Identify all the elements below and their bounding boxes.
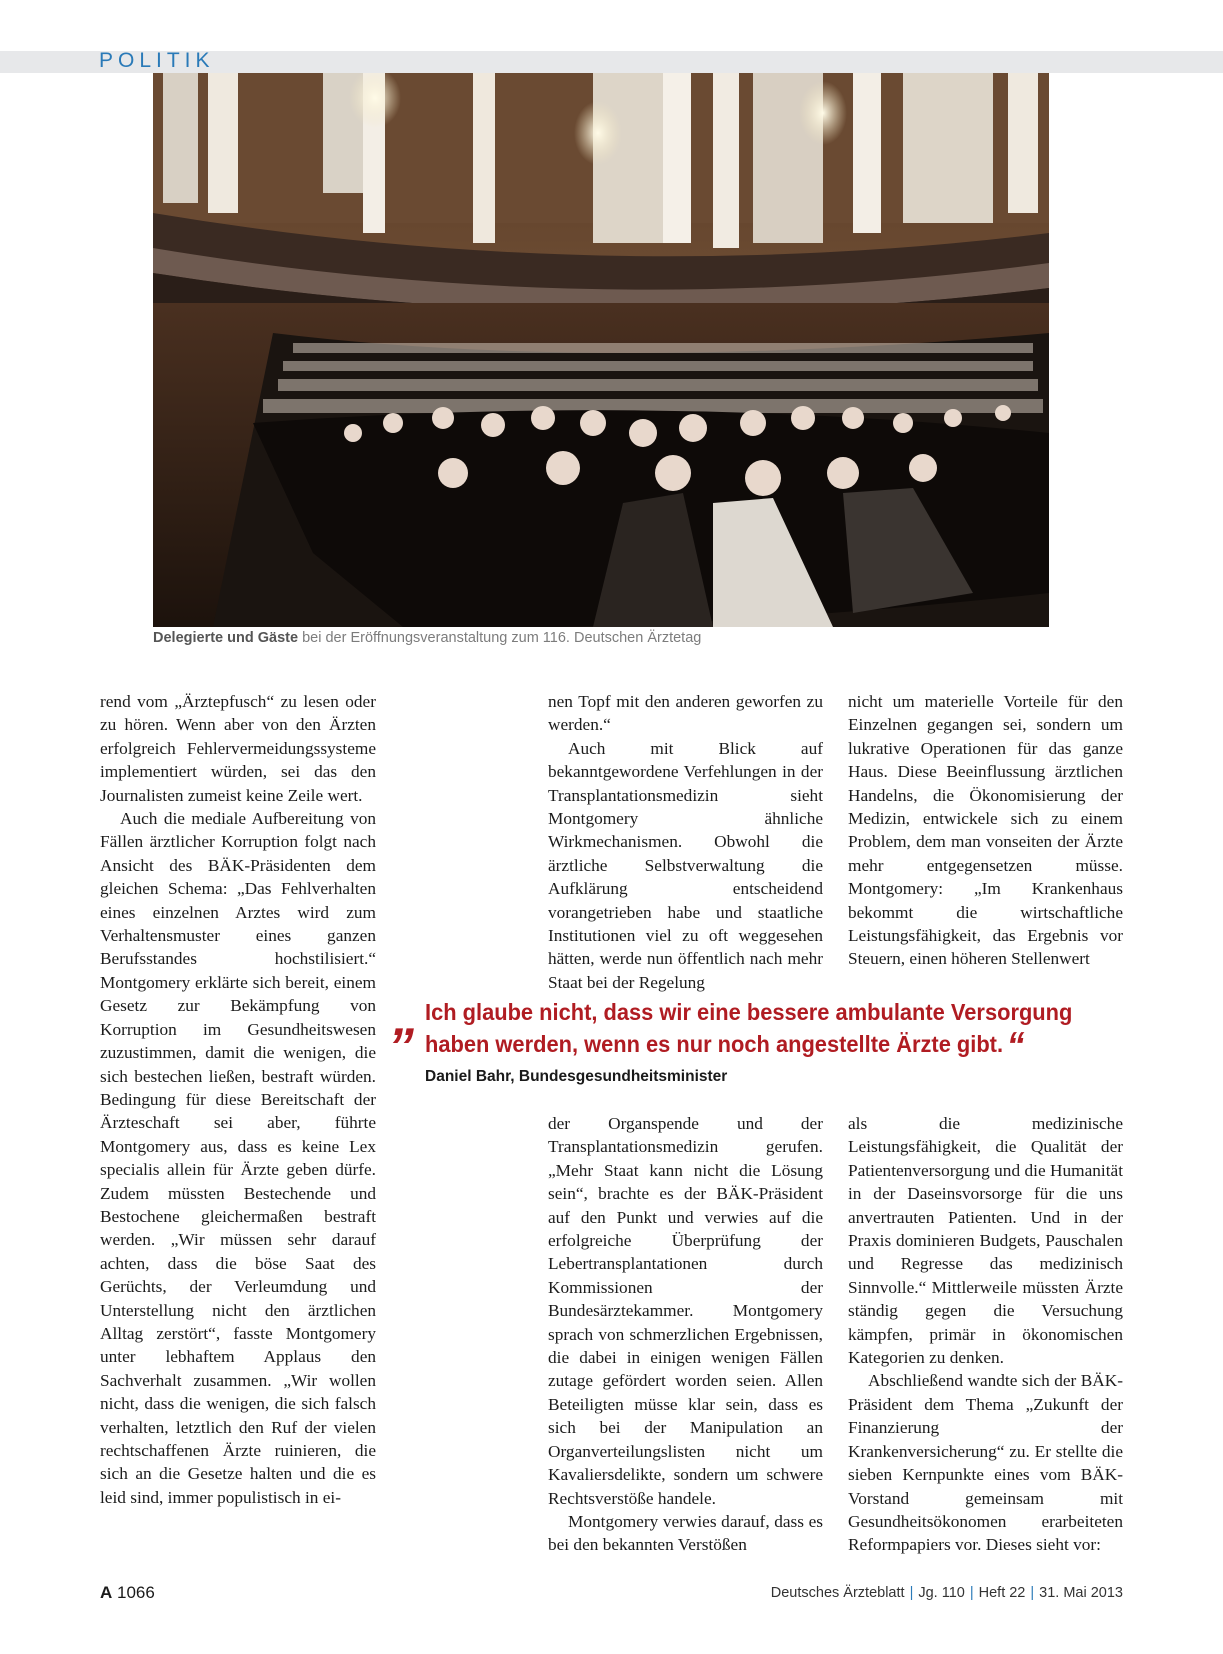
pull-quote [425, 996, 1095, 1067]
caption-text: bei der Eröffnungsveranstaltung zum 116. Deutschen Ärztetag [298, 630, 702, 646]
page-number-value: 1066 [117, 1583, 155, 1602]
journal-footer [771, 1585, 1123, 1601]
photo-caption [153, 630, 1049, 646]
body-column-1 [100, 690, 376, 1509]
page-prefix: A [100, 1583, 113, 1602]
paragraph: nicht um materielle Vorteile für den Einzelnen gegangen sei, sondern um lukrative Operationen für das ganze Haus. Diese Beeinflussung ärztlichen Handelns, die Ökonomisierung der Medizin, entwickele sich zu einem Problem, dem man vonseiten der Ärzte mehr entgegensetzen müsse. Montgomery: „Im Krankenhaus bekommt die wirtschaftliche Leistungsfähigkeit, das Ergebnis vor Steuern, einen höheren Stellenwert [848, 692, 1123, 969]
footer-separator: | [1030, 1585, 1035, 1601]
footer-separator: | [969, 1585, 974, 1601]
journal-name: Deutsches Ärzteblatt [770, 1585, 905, 1601]
journal-date: 31. Mai 2013 [1039, 1585, 1123, 1601]
footer-separator: | [909, 1585, 914, 1601]
conference-hall-photo [153, 73, 1049, 627]
caption-bold-lead: Delegierte und Gäste [153, 630, 299, 646]
pull-quote-close-mark: “ [1006, 1025, 1025, 1067]
paragraph: Auch mit Blick auf bekanntgewordene Verfehlungen in der Transplantationsmedizin sieht Montgomery ähnliche Wirkmechanismen. Obwohl die ärztliche Selbstverwaltung die Aufklärung entscheidend vorangetrieben habe und staatliche Institutionen viel zu oft weggesehen hätten, werde nun öffentlich nach mehr Staat bei der Regelung [548, 738, 823, 992]
paragraph: als die medizinische Leistungsfähigkeit, die Qualität der Patientenversorgung und die Humanität in der Daseinsvorsorge für die uns anvertrauten Patienten. Und in der Praxis dominieren Budgets, Pauschalen und Regresse das medizinisch Sinnvolle.“ Mittlerweile müssten Ärzte ständig gegen die Versuchung kämpfen, primär in ökonomischen Kategorien zu denken. [848, 1114, 1123, 1368]
paragraph: Montgomery verwies darauf, dass es bei den bekannten Verstößen [548, 1511, 823, 1555]
section-label: POLITIK [99, 49, 215, 72]
paragraph: rend vom „Ärztepfusch“ zu lesen oder zu hören. Wenn aber von den Ärzten erfolgreich Fehlervermeidungssysteme implementiert würden, sei das den Journalisten zumeist keine Zeile wert. [100, 692, 376, 805]
page-number [100, 1583, 155, 1603]
body-column-3-top [848, 690, 1123, 971]
journal-issue: Heft 22 [978, 1585, 1026, 1601]
paragraph: Auch die mediale Aufbereitung von Fällen ärztlicher Korruption folgt nach Ansicht des BÄK-Präsidenten dem gleichen Schema: „Das Fehlverhalten eines einzelnen Arztes wird zum Verhaltensmuster eines ganzen Berufsstandes hochstilisiert.“ Montgomery erklärte sich bereit, einem Gesetz zur Bekämpfung von Korruption im Gesundheitswesen zuzustimmen, damit die wenigen, die sich bestechen ließen, bestraft würden. Bedingung für diese Bereitschaft der Ärzteschaft sei aber, führte Montgomery aus, dass es keine Lex specialis allein für Ärzte geben dürfe. Zudem müssten Bestechende und Bestochene gleichermaßen bestraft werden. „Wir müssen sehr darauf achten, dass die böse Saat des Gerüchts, der Verleumdung und Unterstellung nicht den ärztlichen Alltag zerstört“, fasste Montgomery unter lebhaftem Applaus den Sachverhalt zusammen. „Wir wollen nicht, dass die wenigen, die sich falsch verhalten, letztlich den Ruf der vielen rechtschaffenen Ärzte ruinieren, die sich an die Gesetze halten und die es leid sind, immer populistisch in ei- [100, 809, 376, 1507]
body-column-2-bottom [548, 1112, 823, 1557]
pull-quote-open-mark: „ [393, 989, 419, 1047]
journal-volume: Jg. 110 [918, 1585, 965, 1601]
paragraph: der Organspende und der Transplantationsmedizin gerufen. „Mehr Staat kann nicht die Lösung sein“, brachte es der BÄK-Präsident auf den Punkt und verwies auf die erfolgreiche Überprüfung der Lebertransplantationen durch Kommissionen der Bundesärztekammer. Montgomery sprach von schmerzlichen Ergebnissen, die dabei in einigen wenigen Fällen zutage gefördert worden seien. Allen Beteiligten müsse klar sein, dass es sich bei der Manipulation an Organverteilungslisten nicht um Kavaliersdelikte, sondern um schwere Rechtsverstöße handele. [548, 1114, 823, 1508]
pull-quote-text: Ich glaube nicht, dass wir eine bessere ambulante Versorgung haben werden, wenn es nur noch angestellte Ärzte gibt. [425, 999, 1073, 1057]
paragraph: Abschließend wandte sich der BÄK-Präsident dem Thema „Zukunft der Finanzierung der Krankenversicherung“ zu. Er stellte die sieben Kernpunkte eines vom BÄK-Vorstand gemeinsam mit Gesundheitsökonomen erarbeiteten Reformpapiers vor. Dieses sieht vor: [848, 1371, 1123, 1555]
body-column-3-bottom [848, 1112, 1123, 1557]
paragraph: nen Topf mit den anderen geworfen zu werden.“ [548, 692, 823, 735]
body-column-2-top [548, 690, 823, 994]
pull-quote-author: Daniel Bahr, Bundesgesundheitsminister [425, 1068, 728, 1085]
